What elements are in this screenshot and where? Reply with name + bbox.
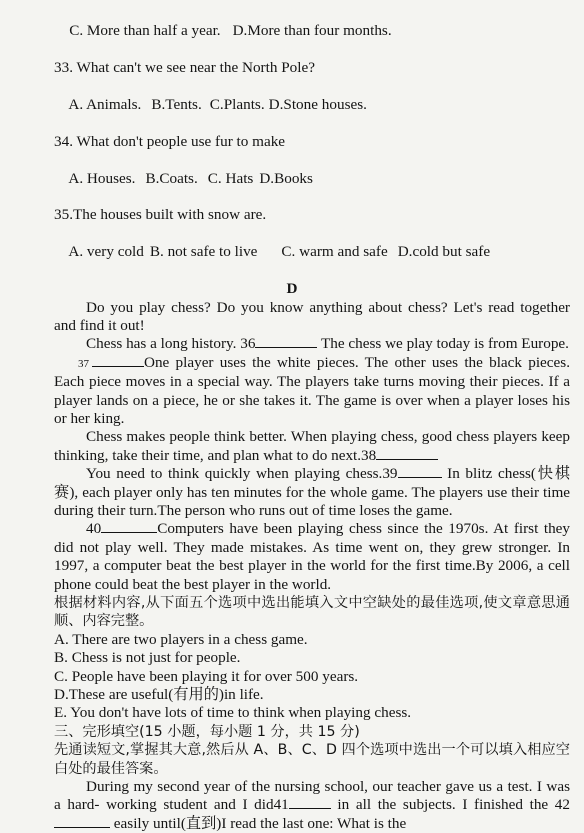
option-d: D.cold but safe [397, 243, 491, 261]
q33-options [54, 78, 570, 133]
option-d: D.Books [259, 169, 313, 187]
passage-paragraph-6 [54, 520, 570, 594]
choice-b: B. Chess is not just for people. [54, 649, 241, 667]
q32-options [54, 4, 570, 59]
blank-41 [289, 796, 331, 809]
choice-e: E. You don't have lots of time to think when playing chess. [54, 704, 412, 722]
passage-text: Computers have been playing chess since the 1970s. At first they did not play well. They made mistakes. As time went on, they grew stronger. In 1997, a computer beat the best player in the world for the first time.By 2006, a cell phone could beat the best player in the world. [54, 520, 570, 593]
blank-40 [101, 520, 157, 533]
q34-options [54, 151, 570, 206]
option-a: A. Houses. [68, 169, 136, 187]
option-a: A. very cold [68, 243, 144, 261]
option-b: B.Coats. [145, 169, 198, 187]
choices-list [54, 631, 570, 723]
passage-text: In blitz chess(快棋赛), each player only has ten minutes for the whole game. The players use their time during their turn.The person who runs out of time loses the game. [54, 465, 570, 519]
option-c: C.Plants. [209, 96, 265, 114]
option-c: C. Hats [207, 169, 254, 187]
blank-36 [255, 335, 317, 348]
option-b: B.Tents. [151, 96, 202, 114]
blank-number-40: 40 [86, 520, 102, 538]
passage-text: Chess makes people think better. When playing chess, good chess players keep thinking, take their time, and plan what to do next.38 [54, 428, 570, 464]
passage-text: The chess we play today is from Europe. [317, 335, 569, 353]
choice-a: A. There are two players in a chess game. [54, 630, 308, 648]
passage-paragraph-2 [54, 335, 570, 353]
cloze-text: easily until(直到)I read the last one: What is the [110, 814, 407, 832]
passage-paragraph-1: Do you play chess? Do you know anything about chess? Let's read together and find it out! [54, 298, 570, 334]
passage-paragraph-5 [54, 465, 570, 520]
passage-paragraph-3 [54, 354, 570, 429]
blank-37 [92, 354, 144, 367]
cloze-text: in all the subjects. I finished the 42 [330, 796, 570, 814]
q33-question: 33. What can't we see near the North Pole? [54, 59, 315, 77]
q35-question: 35.The houses built with snow are. [54, 206, 267, 224]
choice-c: C. People have been playing it for over 500 years. [54, 667, 359, 685]
passage-text: Chess has a long history. 36 [86, 335, 256, 353]
passage-text: One player uses the white pieces. The other uses the black pieces. Each piece moves in a special way. The players take turns moving their pieces. If a player lands on a piece, he or she takes it. The game is over when a player loses his or her king. [54, 353, 570, 427]
cloze-paragraph-1 [54, 778, 570, 833]
section-letter: D [286, 280, 298, 298]
passage-paragraph-4 [54, 428, 570, 465]
option-c: C. warm and safe [281, 243, 388, 261]
blank-number-37: 37 [78, 357, 89, 370]
q35-options [54, 225, 570, 280]
cloze-text: During my second year of the nursing school, our teacher gave us a test. I was a hard- working student and I did41 [54, 778, 570, 814]
q34-question: 34. What don't people use fur to make [54, 132, 286, 150]
blank-38 [376, 447, 438, 460]
option-a: A. Animals. [68, 96, 142, 114]
choice-d: D.These are useful(有用的)in life. [54, 686, 264, 704]
option-d: D.More than four months. [232, 22, 392, 40]
section-3-heading: 三、完形填空(15 小题，每小题 1 分，共 15 分) [54, 723, 360, 740]
instruction-text: 根据材料内容,从下面五个选项中选出能填入文中空缺处的最佳选项,使文章意思通顺、内容完整。 [54, 595, 570, 630]
blank-42 [54, 815, 110, 828]
section-3-instruction: 先通读短文,掌握其大意,然后从 A、B、C、D 四个选项中选出一个可以填入相应空白处的最佳答案。 [54, 742, 570, 777]
option-c: C. More than half a year. [69, 22, 221, 40]
option-d: D.Stone houses. [268, 96, 367, 114]
blank-39 [398, 465, 442, 478]
option-b: B. not safe to live [149, 243, 258, 261]
passage-text: You need to think quickly when playing chess.39 [86, 465, 398, 483]
